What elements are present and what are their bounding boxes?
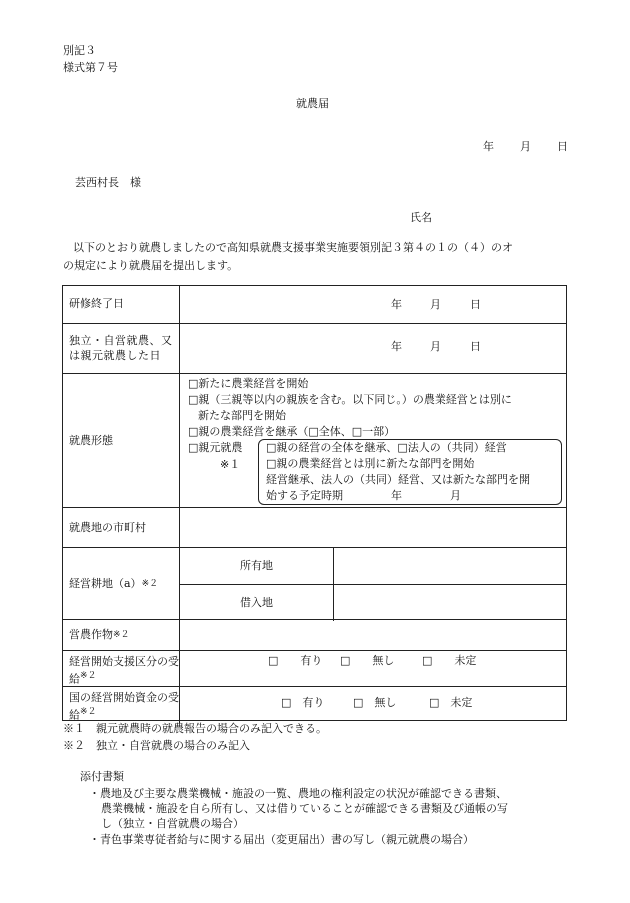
attachment-item1-line2: 農業機械・施設を自ら所有し、又は借りていることが確認できる書類及び通帳の写 — [101, 802, 508, 815]
sub-option-full-succession[interactable]: □親の経営の全体を継承、□法人の（共同）経営 — [266, 441, 507, 454]
national-note-mark: ※２ — [80, 707, 97, 718]
crops-label-text: 営農作物 — [69, 628, 113, 642]
note-2: ※２ 独立・自営就農の場合のみ記入 — [63, 739, 250, 752]
option-new-farming[interactable]: □新たに農業経営を開始 — [188, 377, 309, 390]
start-date-year: 年 — [391, 340, 402, 353]
owned-land-value[interactable] — [334, 548, 566, 584]
land-label — [63, 548, 180, 620]
application-table — [62, 285, 567, 721]
support-label-text: 経営開始支援区分の受給 — [69, 655, 179, 686]
municipality-value[interactable] — [180, 508, 566, 548]
support-option-undecided[interactable]: □ 未定 — [422, 654, 477, 667]
owned-land-label: 所有地 — [180, 548, 334, 584]
leased-land-label: 借入地 — [180, 584, 334, 621]
crops-label — [63, 620, 180, 651]
schedule-year: 年 — [391, 489, 402, 502]
option-succession[interactable]: □親の農業経営を継承（□全体、□一部） — [188, 425, 396, 438]
body-text-line2: の規定により就農届を提出します。 — [63, 259, 239, 272]
national-options — [180, 687, 566, 723]
schedule-month: 月 — [450, 489, 461, 502]
support-option-no[interactable]: □ 無し — [340, 654, 395, 667]
national-label — [63, 687, 180, 723]
addressee: 芸西村長 様 — [75, 176, 141, 189]
attachment-item1-line1: ・農地及び主要な農業機械・施設の一覧、農地の権利設定の状況が確認できる書類、 — [89, 787, 507, 800]
training-end-day: 日 — [470, 298, 481, 311]
row-start-date — [63, 323, 566, 374]
national-label-text: 国の経営開始資金の受給 — [69, 691, 179, 722]
land-note-mark: ※２ — [141, 578, 159, 589]
start-date-label: 独立・自営就農、又は親元就農した日 — [63, 324, 180, 374]
farming-type-options — [180, 374, 566, 508]
support-label — [63, 651, 180, 687]
sub-option-schedule-line2: 始する予定時期 — [266, 489, 343, 502]
training-end-month: 月 — [430, 298, 441, 311]
option-new-division-cont: 新たな部門を開始 — [198, 409, 286, 422]
sub-option-schedule-line1: 経営継承、法人の（共同）経営、又は新たな部門を開 — [266, 473, 530, 486]
row-crops — [63, 619, 566, 651]
page-title: 就農届 — [296, 97, 329, 110]
row-municipality — [63, 507, 566, 548]
attachment-item2: ・青色事業専従者給与に関する届出（変更届出）書の写し（親元就農の場合） — [89, 833, 474, 846]
support-option-yes[interactable]: □ 有り — [268, 654, 323, 667]
crops-value[interactable] — [180, 620, 566, 651]
form-number: 様式第７号 — [63, 61, 118, 74]
land-label-text: 経営耕地（a） — [69, 576, 142, 590]
start-date-month: 月 — [430, 340, 441, 353]
row-national — [63, 686, 566, 723]
national-option-no[interactable]: □ 無し — [353, 696, 397, 709]
land-values — [180, 548, 566, 620]
start-date-day: 日 — [470, 340, 481, 353]
leased-land-value[interactable] — [334, 584, 566, 621]
row-training-end — [63, 286, 566, 323]
row-farming-type — [63, 373, 566, 508]
appendix-label: 別記３ — [63, 44, 96, 57]
body-text-line1: 以下のとおり就農しましたので高知県就農支援事業実施要領別記３第４の１の（４）のオ — [73, 241, 513, 254]
national-option-undecided[interactable]: □ 未定 — [429, 696, 473, 709]
crops-note-mark: ※２ — [113, 630, 130, 641]
start-date-value[interactable] — [180, 324, 566, 374]
option-family-farming[interactable]: □親元就農 — [188, 441, 243, 454]
row-support — [63, 650, 566, 687]
farming-type-label: 就農形態 — [63, 374, 180, 508]
national-option-yes[interactable]: □ 有り — [281, 696, 325, 709]
municipality-label: 就農地の市町村 — [63, 508, 180, 548]
attachments-title: 添付書類 — [80, 770, 124, 783]
training-end-label: 研修終了日 — [63, 286, 180, 323]
attachment-item1-line3: し（独立・自営就農の場合） — [101, 817, 244, 830]
date-month: 月 — [520, 140, 531, 153]
name-label: 氏名 — [410, 211, 432, 224]
date-year: 年 — [483, 140, 494, 153]
sub-option-new-division[interactable]: □親の農業経営とは別に新たな部門を開始 — [266, 457, 475, 470]
training-end-year: 年 — [391, 298, 402, 311]
note-mark-1: ※１ — [220, 458, 241, 471]
training-end-date[interactable] — [180, 286, 566, 323]
support-note-mark: ※２ — [80, 671, 97, 682]
option-new-division[interactable]: □親（三親等以内の親族を含む。以下同じ。）の農業経営とは別に — [188, 393, 512, 406]
support-options — [180, 651, 566, 687]
row-land — [63, 547, 566, 620]
note-1: ※１ 親元就農時の就農報告の場合のみ記入できる。 — [63, 722, 327, 735]
date-day: 日 — [557, 140, 568, 153]
